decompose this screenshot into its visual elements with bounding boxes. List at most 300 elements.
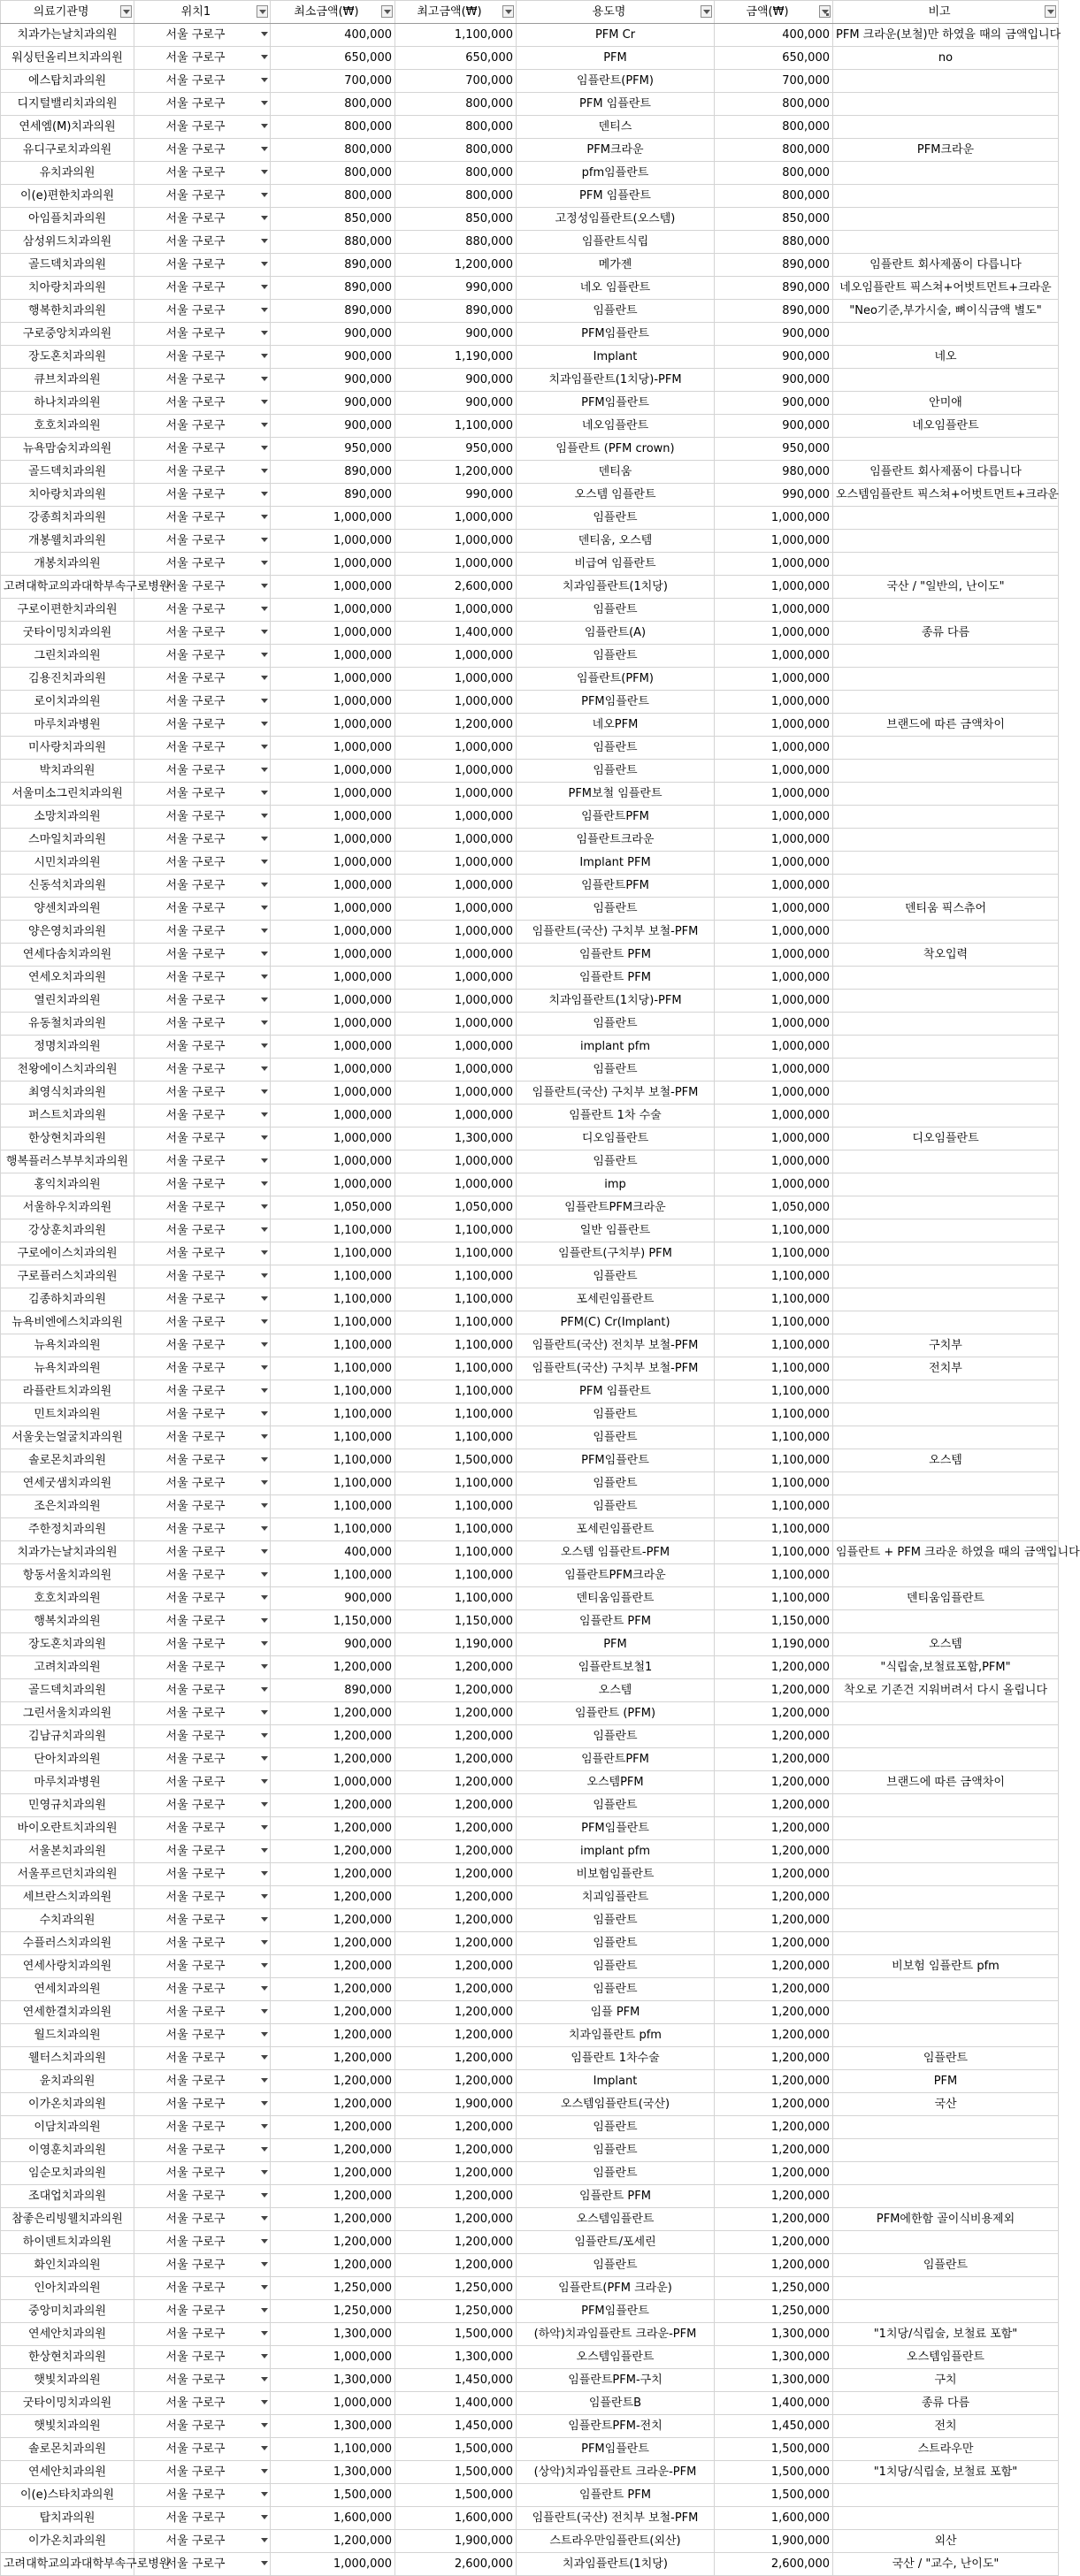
cell-max-price[interactable]: 900,000 xyxy=(395,369,517,392)
cell-location[interactable] xyxy=(134,2185,271,2208)
cell-price[interactable]: 1,200,000 xyxy=(715,1817,833,1840)
cell-min-price[interactable]: 900,000 xyxy=(271,1633,395,1656)
cell-institution[interactable]: 그린치과의원 xyxy=(1,645,134,668)
cell-institution[interactable]: 로이치과의원 xyxy=(1,691,134,714)
cell-min-price[interactable]: 1,100,000 xyxy=(271,1288,395,1311)
cell-price[interactable]: 800,000 xyxy=(715,185,833,208)
dropdown-arrow-icon[interactable] xyxy=(261,2469,268,2473)
cell-location[interactable] xyxy=(134,737,271,760)
dropdown-arrow-icon[interactable] xyxy=(261,952,268,956)
cell-price[interactable]: 1,000,000 xyxy=(715,1059,833,1082)
cell-usage[interactable]: 임플란트 xyxy=(517,1059,715,1082)
cell-usage[interactable]: 오스템 임플란트 xyxy=(517,484,715,507)
cell-institution[interactable]: 홍익치과의원 xyxy=(1,1173,134,1196)
dropdown-arrow-icon[interactable] xyxy=(261,2446,268,2450)
cell-min-price[interactable]: 900,000 xyxy=(271,415,395,438)
cell-min-price[interactable]: 880,000 xyxy=(271,231,395,254)
cell-min-price[interactable]: 900,000 xyxy=(271,369,395,392)
dropdown-arrow-icon[interactable] xyxy=(261,1204,268,1209)
cell-location[interactable] xyxy=(134,1242,271,1265)
cell-max-price[interactable]: 1,100,000 xyxy=(395,1472,517,1495)
cell-price[interactable]: 1,200,000 xyxy=(715,2116,833,2139)
cell-max-price[interactable]: 1,200,000 xyxy=(395,1771,517,1794)
cell-location[interactable] xyxy=(134,1725,271,1748)
cell-location[interactable] xyxy=(134,1955,271,1978)
cell-note[interactable] xyxy=(833,829,1059,852)
dropdown-arrow-icon[interactable] xyxy=(261,860,268,864)
cell-location[interactable] xyxy=(134,875,271,898)
cell-note[interactable]: 디오임플란트 xyxy=(833,1127,1059,1150)
cell-note[interactable]: 네오 xyxy=(833,346,1059,369)
cell-min-price[interactable]: 1,000,000 xyxy=(271,852,395,875)
cell-usage[interactable]: 임플란트 xyxy=(517,2139,715,2162)
cell-max-price[interactable]: 2,600,000 xyxy=(395,576,517,599)
cell-min-price[interactable]: 1,100,000 xyxy=(271,1380,395,1403)
cell-note[interactable]: 임플란트 회사제품이 다릅니다 xyxy=(833,254,1059,277)
cell-institution[interactable]: 장도혼치과의원 xyxy=(1,1633,134,1656)
cell-institution[interactable]: 양은영치과의원 xyxy=(1,921,134,944)
cell-max-price[interactable]: 1,000,000 xyxy=(395,1013,517,1036)
cell-location[interactable] xyxy=(134,944,271,967)
cell-max-price[interactable]: 1,200,000 xyxy=(395,2070,517,2093)
cell-price[interactable]: 1,000,000 xyxy=(715,645,833,668)
cell-note[interactable] xyxy=(833,2162,1059,2185)
cell-location[interactable] xyxy=(134,1403,271,1426)
cell-location[interactable] xyxy=(134,415,271,438)
cell-usage[interactable]: imp xyxy=(517,1173,715,1196)
cell-price[interactable]: 1,200,000 xyxy=(715,1794,833,1817)
cell-note[interactable]: 오스템 xyxy=(833,1633,1059,1656)
cell-institution[interactable]: 골드덱치과의원 xyxy=(1,1679,134,1702)
cell-price[interactable]: 1,500,000 xyxy=(715,2461,833,2484)
cell-max-price[interactable]: 1,450,000 xyxy=(395,2369,517,2392)
cell-institution[interactable]: 워싱턴올리브치과의원 xyxy=(1,47,134,70)
cell-location[interactable] xyxy=(134,668,271,691)
cell-institution[interactable]: 시민치과의원 xyxy=(1,852,134,875)
cell-max-price[interactable]: 1,200,000 xyxy=(395,2162,517,2185)
cell-institution[interactable]: 퍼스트치과의원 xyxy=(1,1105,134,1127)
cell-institution[interactable]: 연세사랑치과의원 xyxy=(1,1955,134,1978)
cell-max-price[interactable]: 1,200,000 xyxy=(395,2001,517,2024)
cell-max-price[interactable]: 1,200,000 xyxy=(395,1794,517,1817)
cell-note[interactable] xyxy=(833,1059,1059,1082)
cell-max-price[interactable]: 1,200,000 xyxy=(395,2047,517,2070)
cell-usage[interactable]: 치과임플란트(1치당) xyxy=(517,2553,715,2576)
dropdown-arrow-icon[interactable] xyxy=(261,929,268,933)
cell-note[interactable]: PFM xyxy=(833,2070,1059,2093)
cell-institution[interactable]: 굿타이밍치과의원 xyxy=(1,2392,134,2415)
cell-location[interactable] xyxy=(134,1426,271,1449)
cell-usage[interactable]: PFM xyxy=(517,47,715,70)
dropdown-arrow-icon[interactable] xyxy=(261,193,268,197)
cell-institution[interactable]: 굿타이밍치과의원 xyxy=(1,622,134,645)
cell-usage[interactable]: PFM 임플란트 xyxy=(517,93,715,116)
cell-min-price[interactable]: 1,000,000 xyxy=(271,921,395,944)
cell-usage[interactable]: 임플란트(국산) 구치부 보철-PFM xyxy=(517,921,715,944)
cell-min-price[interactable]: 650,000 xyxy=(271,47,395,70)
cell-location[interactable] xyxy=(134,783,271,806)
cell-usage[interactable]: PFM크라운 xyxy=(517,139,715,162)
cell-price[interactable]: 1,200,000 xyxy=(715,1702,833,1725)
cell-note[interactable] xyxy=(833,1311,1059,1334)
cell-price[interactable]: 1,100,000 xyxy=(715,1219,833,1242)
cell-usage[interactable]: 임플란트 PFM xyxy=(517,2185,715,2208)
cell-note[interactable]: 임플란트 + PFM 크라운 하였을 때의 금액입니다 xyxy=(833,1541,1059,1564)
cell-max-price[interactable]: 1,900,000 xyxy=(395,2530,517,2553)
cell-price[interactable]: 1,500,000 xyxy=(715,2438,833,2461)
cell-min-price[interactable]: 1,000,000 xyxy=(271,507,395,530)
cell-location[interactable] xyxy=(134,1472,271,1495)
cell-min-price[interactable]: 1,200,000 xyxy=(271,1702,395,1725)
cell-institution[interactable]: 행복치과의원 xyxy=(1,1610,134,1633)
cell-institution[interactable]: 구로중앙치과의원 xyxy=(1,323,134,346)
cell-price[interactable]: 990,000 xyxy=(715,484,833,507)
dropdown-arrow-icon[interactable] xyxy=(261,998,268,1002)
dropdown-arrow-icon[interactable] xyxy=(261,469,268,473)
cell-institution[interactable]: 솔로몬치과의원 xyxy=(1,2438,134,2461)
cell-note[interactable] xyxy=(833,1863,1059,1886)
cell-note[interactable] xyxy=(833,70,1059,93)
cell-max-price[interactable]: 800,000 xyxy=(395,162,517,185)
cell-location[interactable] xyxy=(134,1610,271,1633)
cell-price[interactable]: 1,000,000 xyxy=(715,1036,833,1059)
cell-min-price[interactable]: 1,000,000 xyxy=(271,944,395,967)
cell-price[interactable]: 700,000 xyxy=(715,70,833,93)
cell-usage[interactable]: 임플란트 xyxy=(517,1265,715,1288)
cell-max-price[interactable]: 1,200,000 xyxy=(395,2231,517,2254)
cell-location[interactable] xyxy=(134,1840,271,1863)
dropdown-arrow-icon[interactable] xyxy=(261,1227,268,1232)
dropdown-arrow-icon[interactable] xyxy=(261,1710,268,1715)
dropdown-arrow-icon[interactable] xyxy=(261,147,268,151)
cell-note[interactable] xyxy=(833,1219,1059,1242)
cell-min-price[interactable]: 1,200,000 xyxy=(271,1909,395,1932)
cell-usage[interactable]: 임플란트보철1 xyxy=(517,1656,715,1679)
cell-usage[interactable]: 오스템임플란트(국산) xyxy=(517,2093,715,2116)
cell-location[interactable] xyxy=(134,185,271,208)
cell-institution[interactable]: 주한정치과의원 xyxy=(1,1518,134,1541)
cell-max-price[interactable]: 1,200,000 xyxy=(395,2139,517,2162)
cell-usage[interactable]: PFM 임플란트 xyxy=(517,1380,715,1403)
cell-usage[interactable]: 임플란트 xyxy=(517,645,715,668)
cell-note[interactable] xyxy=(833,691,1059,714)
cell-min-price[interactable]: 1,200,000 xyxy=(271,2093,395,2116)
cell-usage[interactable]: 오스템 xyxy=(517,1679,715,1702)
cell-min-price[interactable]: 800,000 xyxy=(271,185,395,208)
cell-note[interactable] xyxy=(833,2300,1059,2323)
cell-location[interactable] xyxy=(134,2369,271,2392)
cell-location[interactable] xyxy=(134,93,271,116)
cell-usage[interactable]: 임플란트 xyxy=(517,507,715,530)
dropdown-arrow-icon[interactable] xyxy=(261,1618,268,1623)
cell-max-price[interactable]: 1,000,000 xyxy=(395,967,517,990)
cell-min-price[interactable]: 1,300,000 xyxy=(271,2323,395,2346)
cell-usage[interactable]: 임플란트식립 xyxy=(517,231,715,254)
cell-note[interactable] xyxy=(833,93,1059,116)
cell-usage[interactable]: PFM임플란트 xyxy=(517,1817,715,1840)
cell-max-price[interactable]: 900,000 xyxy=(395,392,517,415)
cell-price[interactable]: 1,200,000 xyxy=(715,1863,833,1886)
dropdown-arrow-icon[interactable] xyxy=(261,2423,268,2427)
cell-min-price[interactable]: 1,100,000 xyxy=(271,1564,395,1587)
cell-max-price[interactable]: 650,000 xyxy=(395,47,517,70)
cell-note[interactable] xyxy=(833,990,1059,1013)
cell-usage[interactable]: 임플란트 xyxy=(517,1013,715,1036)
cell-location[interactable] xyxy=(134,1702,271,1725)
filter-dropdown-icon[interactable] xyxy=(381,5,393,18)
dropdown-arrow-icon[interactable] xyxy=(261,1940,268,1945)
dropdown-arrow-icon[interactable] xyxy=(261,400,268,404)
cell-note[interactable]: 종류 다름 xyxy=(833,2392,1059,2415)
cell-price[interactable]: 1,200,000 xyxy=(715,2093,833,2116)
cell-note[interactable] xyxy=(833,1150,1059,1173)
cell-min-price[interactable]: 900,000 xyxy=(271,392,395,415)
cell-note[interactable] xyxy=(833,2277,1059,2300)
cell-location[interactable] xyxy=(134,1219,271,1242)
dropdown-arrow-icon[interactable] xyxy=(261,239,268,243)
cell-max-price[interactable]: 1,200,000 xyxy=(395,714,517,737)
cell-note[interactable]: "Neo기준,부가시술, 뼈이식금액 별도" xyxy=(833,300,1059,323)
cell-note[interactable] xyxy=(833,2116,1059,2139)
cell-location[interactable] xyxy=(134,1587,271,1610)
dropdown-arrow-icon[interactable] xyxy=(261,1986,268,1991)
cell-min-price[interactable]: 1,600,000 xyxy=(271,2507,395,2530)
cell-min-price[interactable]: 1,100,000 xyxy=(271,1472,395,1495)
cell-min-price[interactable]: 890,000 xyxy=(271,277,395,300)
cell-usage[interactable]: 임플란트(구치부) PFM xyxy=(517,1242,715,1265)
cell-usage[interactable]: 치과임플란트(1치당)-PFM xyxy=(517,990,715,1013)
cell-max-price[interactable]: 1,100,000 xyxy=(395,1403,517,1426)
cell-min-price[interactable]: 800,000 xyxy=(271,162,395,185)
cell-note[interactable]: 착오입력 xyxy=(833,944,1059,967)
dropdown-arrow-icon[interactable] xyxy=(261,78,268,82)
cell-usage[interactable]: 임플란트PFM xyxy=(517,806,715,829)
cell-price[interactable]: 1,000,000 xyxy=(715,530,833,553)
cell-min-price[interactable]: 1,000,000 xyxy=(271,576,395,599)
cell-max-price[interactable]: 1,100,000 xyxy=(395,24,517,47)
cell-location[interactable] xyxy=(134,1380,271,1403)
dropdown-arrow-icon[interactable] xyxy=(261,2055,268,2060)
cell-note[interactable] xyxy=(833,1173,1059,1196)
cell-price[interactable]: 1,200,000 xyxy=(715,2254,833,2277)
cell-max-price[interactable]: 1,190,000 xyxy=(395,346,517,369)
cell-location[interactable] xyxy=(134,1265,271,1288)
dropdown-arrow-icon[interactable] xyxy=(261,883,268,887)
cell-institution[interactable]: 뉴욕비엔에스치과의원 xyxy=(1,1311,134,1334)
cell-usage[interactable]: 임플란트 xyxy=(517,1955,715,1978)
cell-note[interactable] xyxy=(833,921,1059,944)
cell-price[interactable]: 800,000 xyxy=(715,139,833,162)
dropdown-arrow-icon[interactable] xyxy=(261,2308,268,2312)
cell-note[interactable] xyxy=(833,1242,1059,1265)
cell-min-price[interactable]: 1,200,000 xyxy=(271,2530,395,2553)
cell-max-price[interactable]: 1,000,000 xyxy=(395,760,517,783)
cell-usage[interactable]: 스트라우만임플란트(외산) xyxy=(517,2530,715,2553)
cell-price[interactable]: 1,050,000 xyxy=(715,1196,833,1219)
cell-max-price[interactable]: 1,200,000 xyxy=(395,461,517,484)
cell-institution[interactable]: 솔로몬치과의원 xyxy=(1,1449,134,1472)
cell-institution[interactable]: 유디구로치과의원 xyxy=(1,139,134,162)
cell-min-price[interactable]: 1,100,000 xyxy=(271,1311,395,1334)
cell-note[interactable]: 네오임플란트 픽스쳐+어벗트먼트+크라운 xyxy=(833,277,1059,300)
cell-note[interactable] xyxy=(833,1426,1059,1449)
cell-location[interactable] xyxy=(134,1495,271,1518)
cell-max-price[interactable]: 1,100,000 xyxy=(395,1518,517,1541)
cell-note[interactable]: 착오로 기존건 지워버려서 다시 올립니다 xyxy=(833,1679,1059,1702)
cell-min-price[interactable]: 1,000,000 xyxy=(271,1771,395,1794)
cell-note[interactable]: 국산 / "교수, 난이도" xyxy=(833,2553,1059,2576)
dropdown-arrow-icon[interactable] xyxy=(261,101,268,105)
cell-institution[interactable]: 김용진치과의원 xyxy=(1,668,134,691)
cell-price[interactable]: 1,200,000 xyxy=(715,1656,833,1679)
cell-usage[interactable]: PFM임플란트 xyxy=(517,2300,715,2323)
cell-min-price[interactable]: 800,000 xyxy=(271,116,395,139)
cell-usage[interactable]: 포세린임플란트 xyxy=(517,1518,715,1541)
dropdown-arrow-icon[interactable] xyxy=(261,538,268,542)
cell-location[interactable] xyxy=(134,1357,271,1380)
cell-price[interactable]: 1,200,000 xyxy=(715,1909,833,1932)
cell-max-price[interactable]: 1,000,000 xyxy=(395,1082,517,1105)
cell-note[interactable] xyxy=(833,1909,1059,1932)
cell-max-price[interactable]: 1,100,000 xyxy=(395,1242,517,1265)
cell-institution[interactable]: 하나치과의원 xyxy=(1,392,134,415)
cell-price[interactable]: 1,500,000 xyxy=(715,2484,833,2507)
cell-min-price[interactable]: 1,300,000 xyxy=(271,2461,395,2484)
cell-location[interactable] xyxy=(134,2438,271,2461)
cell-location[interactable] xyxy=(134,2208,271,2231)
cell-max-price[interactable]: 1,200,000 xyxy=(395,2254,517,2277)
cell-note[interactable]: 전치 xyxy=(833,2415,1059,2438)
cell-price[interactable]: 1,000,000 xyxy=(715,599,833,622)
cell-institution[interactable]: 소망치과의원 xyxy=(1,806,134,829)
cell-usage[interactable]: Implant xyxy=(517,346,715,369)
cell-min-price[interactable]: 1,500,000 xyxy=(271,2484,395,2507)
cell-min-price[interactable]: 1,000,000 xyxy=(271,645,395,668)
cell-price[interactable]: 1,000,000 xyxy=(715,806,833,829)
cell-location[interactable] xyxy=(134,1863,271,1886)
cell-location[interactable] xyxy=(134,2001,271,2024)
dropdown-arrow-icon[interactable] xyxy=(261,124,268,128)
cell-max-price[interactable]: 1,050,000 xyxy=(395,1196,517,1219)
cell-note[interactable] xyxy=(833,1817,1059,1840)
dropdown-arrow-icon[interactable] xyxy=(261,285,268,289)
cell-note[interactable] xyxy=(833,1403,1059,1426)
cell-location[interactable] xyxy=(134,139,271,162)
cell-note[interactable]: 브랜드에 따른 금액차이 xyxy=(833,1771,1059,1794)
cell-institution[interactable]: 마루치과병원 xyxy=(1,1771,134,1794)
cell-max-price[interactable]: 1,000,000 xyxy=(395,990,517,1013)
cell-usage[interactable]: PFM임플란트 xyxy=(517,1449,715,1472)
cell-location[interactable] xyxy=(134,1633,271,1656)
cell-price[interactable]: 650,000 xyxy=(715,47,833,70)
cell-location[interactable] xyxy=(134,1771,271,1794)
cell-max-price[interactable]: 1,100,000 xyxy=(395,415,517,438)
dropdown-arrow-icon[interactable] xyxy=(261,2354,268,2358)
dropdown-arrow-icon[interactable] xyxy=(261,1365,268,1370)
cell-note[interactable] xyxy=(833,1196,1059,1219)
cell-price[interactable]: 1,400,000 xyxy=(715,2392,833,2415)
cell-min-price[interactable]: 1,000,000 xyxy=(271,783,395,806)
cell-max-price[interactable]: 1,100,000 xyxy=(395,1380,517,1403)
cell-max-price[interactable]: 1,200,000 xyxy=(395,2024,517,2047)
cell-price[interactable]: 900,000 xyxy=(715,346,833,369)
cell-location[interactable] xyxy=(134,208,271,231)
dropdown-arrow-icon[interactable] xyxy=(261,1802,268,1807)
cell-note[interactable] xyxy=(833,507,1059,530)
cell-price[interactable]: 880,000 xyxy=(715,231,833,254)
cell-price[interactable]: 1,200,000 xyxy=(715,2162,833,2185)
cell-institution[interactable]: 신동석치과의원 xyxy=(1,875,134,898)
cell-min-price[interactable]: 1,000,000 xyxy=(271,1150,395,1173)
cell-price[interactable]: 1,100,000 xyxy=(715,1380,833,1403)
cell-min-price[interactable]: 1,200,000 xyxy=(271,2139,395,2162)
dropdown-arrow-icon[interactable] xyxy=(261,1848,268,1853)
cell-price[interactable]: 1,000,000 xyxy=(715,783,833,806)
cell-note[interactable] xyxy=(833,2185,1059,2208)
cell-institution[interactable]: 서울푸르던치과의원 xyxy=(1,1863,134,1886)
cell-min-price[interactable]: 1,000,000 xyxy=(271,1036,395,1059)
cell-min-price[interactable]: 890,000 xyxy=(271,300,395,323)
cell-note[interactable] xyxy=(833,1748,1059,1771)
dropdown-arrow-icon[interactable] xyxy=(261,354,268,358)
cell-institution[interactable]: 고려대학교의과대학부속구로병원 xyxy=(1,576,134,599)
dropdown-arrow-icon[interactable] xyxy=(261,1250,268,1255)
cell-location[interactable] xyxy=(134,2047,271,2070)
dropdown-arrow-icon[interactable] xyxy=(261,814,268,818)
cell-price[interactable]: 800,000 xyxy=(715,116,833,139)
cell-max-price[interactable]: 1,000,000 xyxy=(395,898,517,921)
dropdown-arrow-icon[interactable] xyxy=(261,1549,268,1554)
cell-usage[interactable]: 임플란트 PFM xyxy=(517,944,715,967)
cell-max-price[interactable]: 1,100,000 xyxy=(395,1357,517,1380)
cell-institution[interactable]: 햇빛치과의원 xyxy=(1,2415,134,2438)
cell-min-price[interactable]: 1,200,000 xyxy=(271,2047,395,2070)
cell-max-price[interactable]: 990,000 xyxy=(395,277,517,300)
cell-note[interactable] xyxy=(833,875,1059,898)
cell-note[interactable] xyxy=(833,530,1059,553)
cell-price[interactable]: 1,200,000 xyxy=(715,1748,833,1771)
cell-max-price[interactable]: 1,200,000 xyxy=(395,1978,517,2001)
dropdown-arrow-icon[interactable] xyxy=(261,2262,268,2266)
cell-max-price[interactable]: 880,000 xyxy=(395,231,517,254)
cell-min-price[interactable]: 850,000 xyxy=(271,208,395,231)
cell-note[interactable]: 임플란트 xyxy=(833,2254,1059,2277)
cell-max-price[interactable]: 1,500,000 xyxy=(395,2484,517,2507)
cell-min-price[interactable]: 1,050,000 xyxy=(271,1196,395,1219)
cell-institution[interactable]: 탑치과의원 xyxy=(1,2507,134,2530)
cell-note[interactable]: 국산 / "일반의, 난이도" xyxy=(833,576,1059,599)
cell-price[interactable]: 900,000 xyxy=(715,323,833,346)
cell-usage[interactable]: 네오PFM xyxy=(517,714,715,737)
cell-usage[interactable]: 임플란트 xyxy=(517,1978,715,2001)
cell-max-price[interactable]: 800,000 xyxy=(395,116,517,139)
cell-min-price[interactable]: 1,100,000 xyxy=(271,1219,395,1242)
cell-usage[interactable]: PFM임플란트 xyxy=(517,392,715,415)
dropdown-arrow-icon[interactable] xyxy=(261,216,268,220)
cell-price[interactable]: 1,000,000 xyxy=(715,576,833,599)
dropdown-arrow-icon[interactable] xyxy=(261,2170,268,2175)
cell-usage[interactable]: (상악)치과임플란트 크라운-PFM xyxy=(517,2461,715,2484)
cell-min-price[interactable]: 1,000,000 xyxy=(271,714,395,737)
cell-min-price[interactable]: 1,200,000 xyxy=(271,1863,395,1886)
cell-note[interactable] xyxy=(833,1518,1059,1541)
cell-price[interactable]: 1,100,000 xyxy=(715,1311,833,1334)
cell-min-price[interactable]: 1,000,000 xyxy=(271,668,395,691)
cell-institution[interactable]: 항동서울치과의원 xyxy=(1,1564,134,1587)
cell-price[interactable]: 1,100,000 xyxy=(715,1541,833,1564)
cell-usage[interactable]: 임플란트 xyxy=(517,300,715,323)
dropdown-arrow-icon[interactable] xyxy=(261,331,268,335)
